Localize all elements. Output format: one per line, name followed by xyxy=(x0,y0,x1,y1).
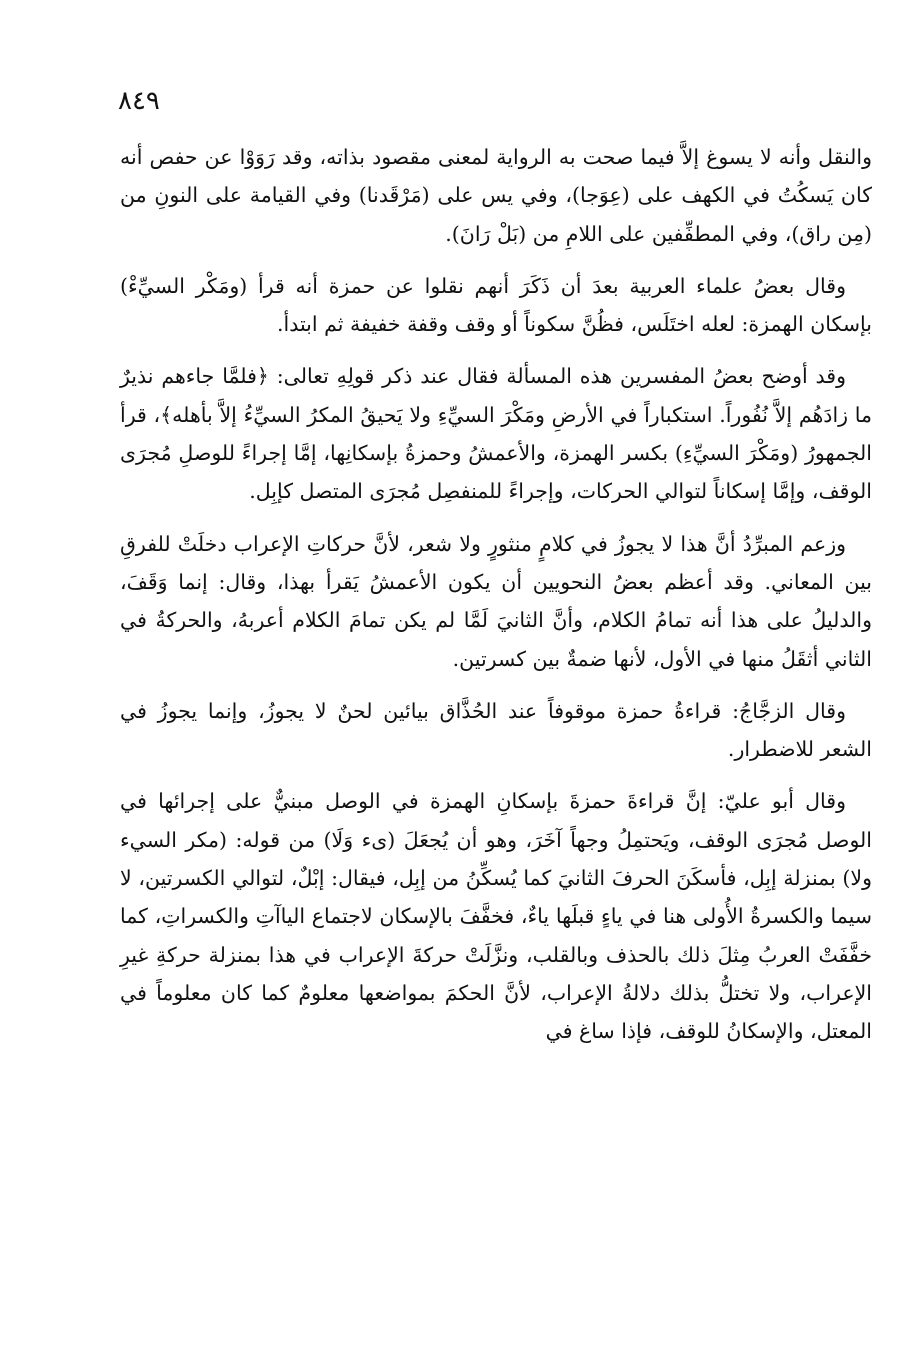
paragraph: وزعم المبرِّدُ أنَّ هذا لا يجوزُ في كلامٍ منثورٍ ولا شعر، لأنَّ حركاتِ الإعراب دخلَتْ للفرقِ بين المعاني. وقد أعظم بعضُ النحويين أن يكون الأعمشُ يَقرأ بهذا، وقال: إنما وَقَفَ، والدليلُ على هذا أنه تمامُ الكلام، وأنَّ الثانيَ لَمَّا لم يكن تمامَ الكلام أعربهُ، والحركةُ في الثاني أثقَلُ منها في الأول، لأنها ضمةٌ بين كسرتين. xyxy=(120,531,872,671)
paragraph: وقد أوضح بعضُ المفسرين هذه المسألة فقال عند ذكر قولِهِ تعالى: ﴿فلمَّا جاءهم نذيرٌ ما زادَهُم إلاَّ نُفُوراً. استكباراً في الأرضِ ومَكْرَ السيِّءِ ولا يَحيقُ المكرُ السيِّءُ إلاَّ بأهله﴾، قرأ الجمهورُ (ومَكْرَ السيِّءِ) بكسر الهمزة، والأعمشُ وحمزةُ بإسكانِها، إمَّا إجراءً للوصلِ مُجرَى الوقف، وإمَّا إسكاناً لتوالي الحركات، وإجراءً للمنفصِل مُجرَى المتصل كإبِل. xyxy=(120,364,872,504)
page-number: ٨٤٩ xyxy=(118,86,160,116)
paragraph: وقال أبو عليّ: إنَّ قراءةَ حمزةَ بإسكانِ الهمزة في الوصل مبنيٌّ على إجرائها في الوصل مُجرَى الوقف، ويَحتمِلُ وجهاً آخَرَ، وهو أن يُجعَلَ (ىء وَلَا) من قوله: (مكر السيء ولا) بمنزلة إبِل، فأسكَنَ الحرفَ الثانيَ كما يُسكِّنُ من إبِل، فيقال: إبْلٌ، لتوالي الكسرتين، لا سيما والكسرةُ الأُولى هنا في ياءٍ قبلَها ياءٌ، فخفَّفَ بالإسكان لاجتماع الياآتِ والكسراتِ، كما خفَّفَتْ العربُ مِثلَ ذلك بالحذف وبالقلب، ونزَّلَتْ حركةَ الإعراب في هذا بمنزلة حركةِ غيرِ الإعراب، ولا تختلُّ بذلك دلالةُ الإعراب، لأنَّ الحكمَ بمواضعها معلومٌ كما كان معلوماً في المعتل، والإسكانُ للوقف، فإذا ساغ في xyxy=(120,789,872,1044)
paragraph: وقال الزجَّاجُ: قراءةُ حمزة موقوفاً عند الحُذَّاق بيائين لحنٌ لا يجوزُ، وإنما يجوزُ في الشعر للاضطرار. xyxy=(120,698,872,762)
paragraph: وقال بعضُ علماء العربية بعدَ أن ذَكَرَ أنهم نقلوا عن حمزة أنه قرأ (ومَكْر السيِّءْ) بإسكان الهمزة: لعله اختَلَس، فظُنَّ سكوناً أو وقف وقفة خفيفة ثم ابتدأ. xyxy=(120,273,872,337)
body-text xyxy=(120,138,872,1065)
paragraph: والنقل وأنه لا يسوغ إلاَّ فيما صحت به الرواية لمعنى مقصود بذاته، وقد رَوَوْا عن حفص أنه كان يَسكُتُ في الكهف على (عِوَجا)، وفي يس على (مَرْقَدنا) وفي القيامة على النونِ من (مِن راق)، وفي المطفِّفين على اللامِ من (بَلْ رَانَ). xyxy=(120,145,872,246)
